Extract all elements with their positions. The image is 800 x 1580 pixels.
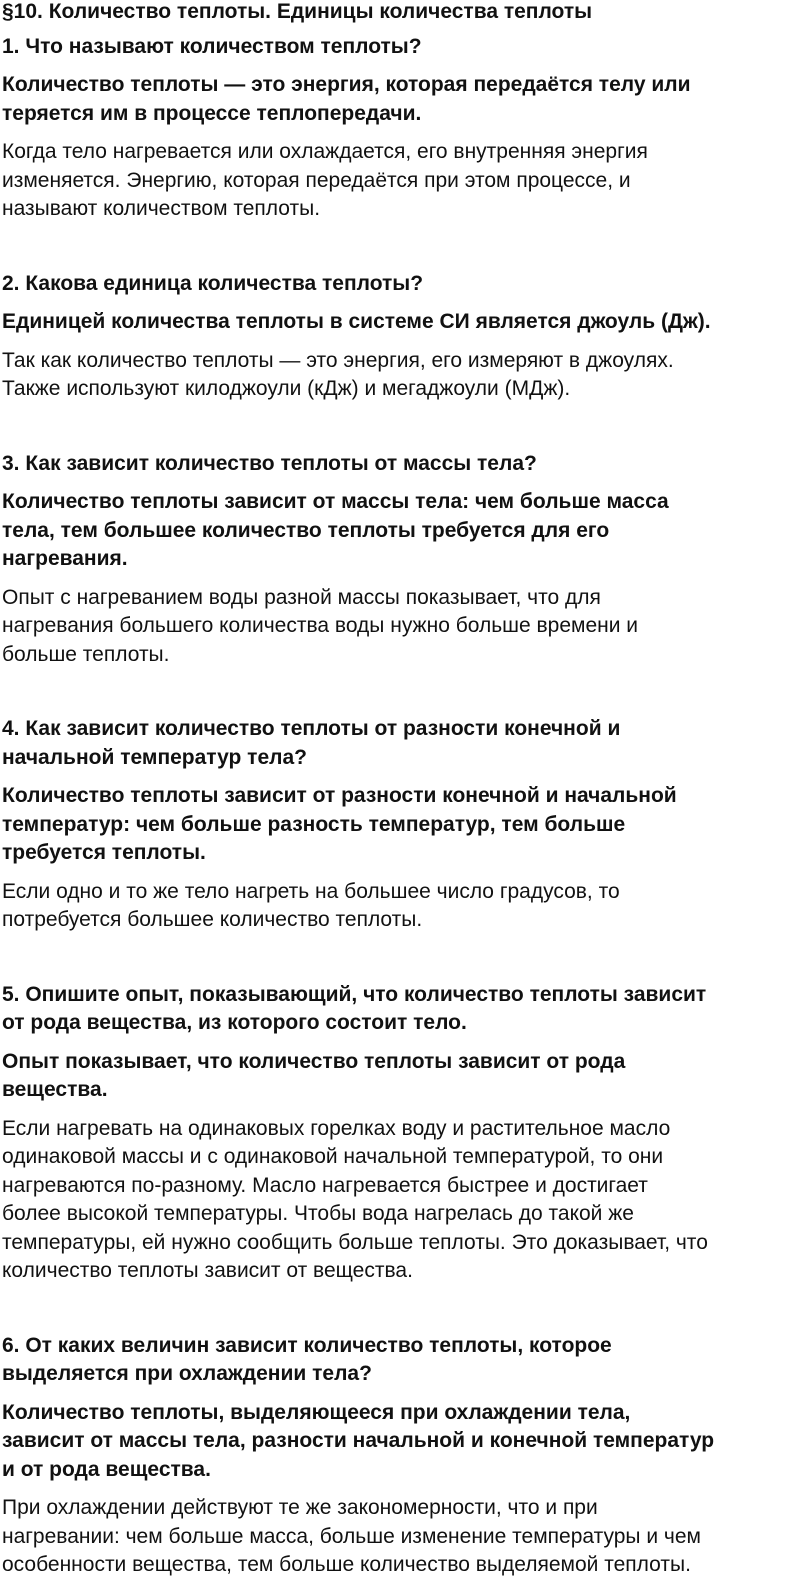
question-text-line: 6. От каких величин зависит количество теплоты, которое: [2, 1333, 612, 1357]
explanation-text-line: нагревании: чем больше масса, больше изменение температуры и чем: [2, 1524, 701, 1548]
explanation-text-line: Опыт с нагреванием воды разной массы показывает, что для: [2, 585, 601, 609]
answer-text-line: зависит от массы тела, разности начальной и конечной температур: [2, 1429, 715, 1452]
explanation-text-line: одинаковой массы и с одинаковой начальной температурой, то они: [2, 1145, 664, 1168]
question-text-line: от рода вещества, из которого состоит тело.: [2, 1011, 467, 1034]
answer-text: [2, 1399, 798, 1485]
qa-section: [2, 981, 798, 1286]
question-text-line: 2. Какова единица количества теплоты?: [2, 271, 424, 295]
document: [2, 0, 798, 1580]
explanation-text-line: называют количеством теплоты.: [2, 197, 321, 220]
question-text: [2, 1332, 798, 1389]
answer-text-line: Количество теплоты зависит от разности конечной и начальной: [2, 784, 677, 807]
question-text: [2, 981, 798, 1038]
question-text-line: 4. Как зависит количество теплоты от разности конечной и: [2, 717, 621, 740]
answer-text: [2, 308, 798, 337]
answer-text-line: вещества.: [2, 1078, 108, 1101]
answer-text-line: Количество теплоты, выделяющееся при охлаждении тела,: [2, 1400, 631, 1424]
question-text-line: выделяется при охлаждении тела?: [2, 1362, 372, 1385]
explanation-text: [2, 347, 798, 404]
question-text: [2, 33, 798, 62]
explanation-text-line: температуры, ей нужно сообщить больше теплоты. Это доказывает, что: [2, 1230, 708, 1254]
answer-text-line: и от рода вещества.: [2, 1457, 211, 1481]
explanation-text-line: больше теплоты.: [2, 642, 170, 666]
question-text: [2, 715, 798, 772]
explanation-text-line: Когда тело нагревается или охлаждается, его внутренняя энергия: [2, 140, 648, 163]
explanation-text: [2, 1115, 798, 1286]
question-text-line: начальной температур тела?: [2, 745, 307, 769]
explanation-text-line: Также используют килоджоули (кДж) и мегаджоули (МДж).: [2, 377, 571, 400]
question-text: [2, 270, 798, 299]
answer-text-line: Количество теплоты зависит от массы тела: чем больше масса: [2, 490, 669, 513]
explanation-text: [2, 584, 798, 670]
explanation-text: [2, 1494, 798, 1580]
answer-text: [2, 71, 798, 128]
answer-text-line: температур: чем больше разность температур, тем больше: [2, 812, 626, 836]
explanation-text-line: Если одно и то же тело нагреть на большее число градусов, то: [2, 879, 620, 903]
qa-section: [2, 33, 798, 224]
question-text: [2, 450, 798, 479]
explanation-text-line: особенности вещества, тем больше количество выделяемой теплоты.: [2, 1553, 691, 1576]
answer-text: [2, 1048, 798, 1105]
qa-section: [2, 1332, 798, 1580]
explanation-text-line: Так как количество теплоты — это энергия, его измеряют в джоулях.: [2, 348, 674, 372]
answer-text-line: Количество теплоты — это энергия, которая передаётся телу или: [2, 73, 691, 96]
explanation-text: [2, 878, 798, 935]
explanation-text-line: изменяется. Энергию, которая передаётся при этом процессе, и: [2, 168, 631, 192]
explanation-text: [2, 138, 798, 224]
answer-text: [2, 488, 798, 574]
question-text-line: 5. Опишите опыт, показывающий, что количество теплоты зависит: [2, 982, 707, 1006]
answer-text-line: теряется им в процессе теплопередачи.: [2, 101, 422, 125]
answer-text: [2, 782, 798, 868]
answer-text-line: Опыт показывает, что количество теплоты зависит от рода: [2, 1049, 626, 1073]
qa-section: [2, 450, 798, 670]
answer-text-line: тела, тем большее количество теплоты требуется для его: [2, 518, 610, 542]
question-text-line: 3. Как зависит количество теплоты от массы тела?: [2, 451, 537, 475]
explanation-text-line: нагревания большего количества воды нужно больше времени и: [2, 614, 639, 637]
explanation-text-line: При охлаждении действуют те же закономерности, что и при: [2, 1496, 598, 1519]
explanation-text-line: более высокой температуры. Чтобы вода нагрелась до такой же: [2, 1202, 634, 1225]
explanation-text-line: количество теплоты зависит от вещества.: [2, 1259, 413, 1282]
answer-text-line: требуется теплоты.: [2, 841, 206, 864]
answer-text-line: нагревания.: [2, 547, 128, 570]
explanation-text-line: потребуется большее количество теплоты.: [2, 908, 423, 931]
qa-section: [2, 270, 798, 404]
question-text-line: 1. Что называют количеством теплоты?: [2, 34, 422, 58]
page-title: §10. Количество теплоты. Единицы количества теплоты: [2, 0, 593, 23]
qa-section: [2, 715, 798, 935]
explanation-text-line: Если нагревать на одинаковых горелках воду и растительное масло: [2, 1116, 671, 1140]
answer-text-line: Единицей количества теплоты в системе СИ является джоуль (Дж).: [2, 310, 711, 333]
explanation-text-line: нагреваются по-разному. Масло нагревается быстрее и достигает: [2, 1173, 648, 1197]
